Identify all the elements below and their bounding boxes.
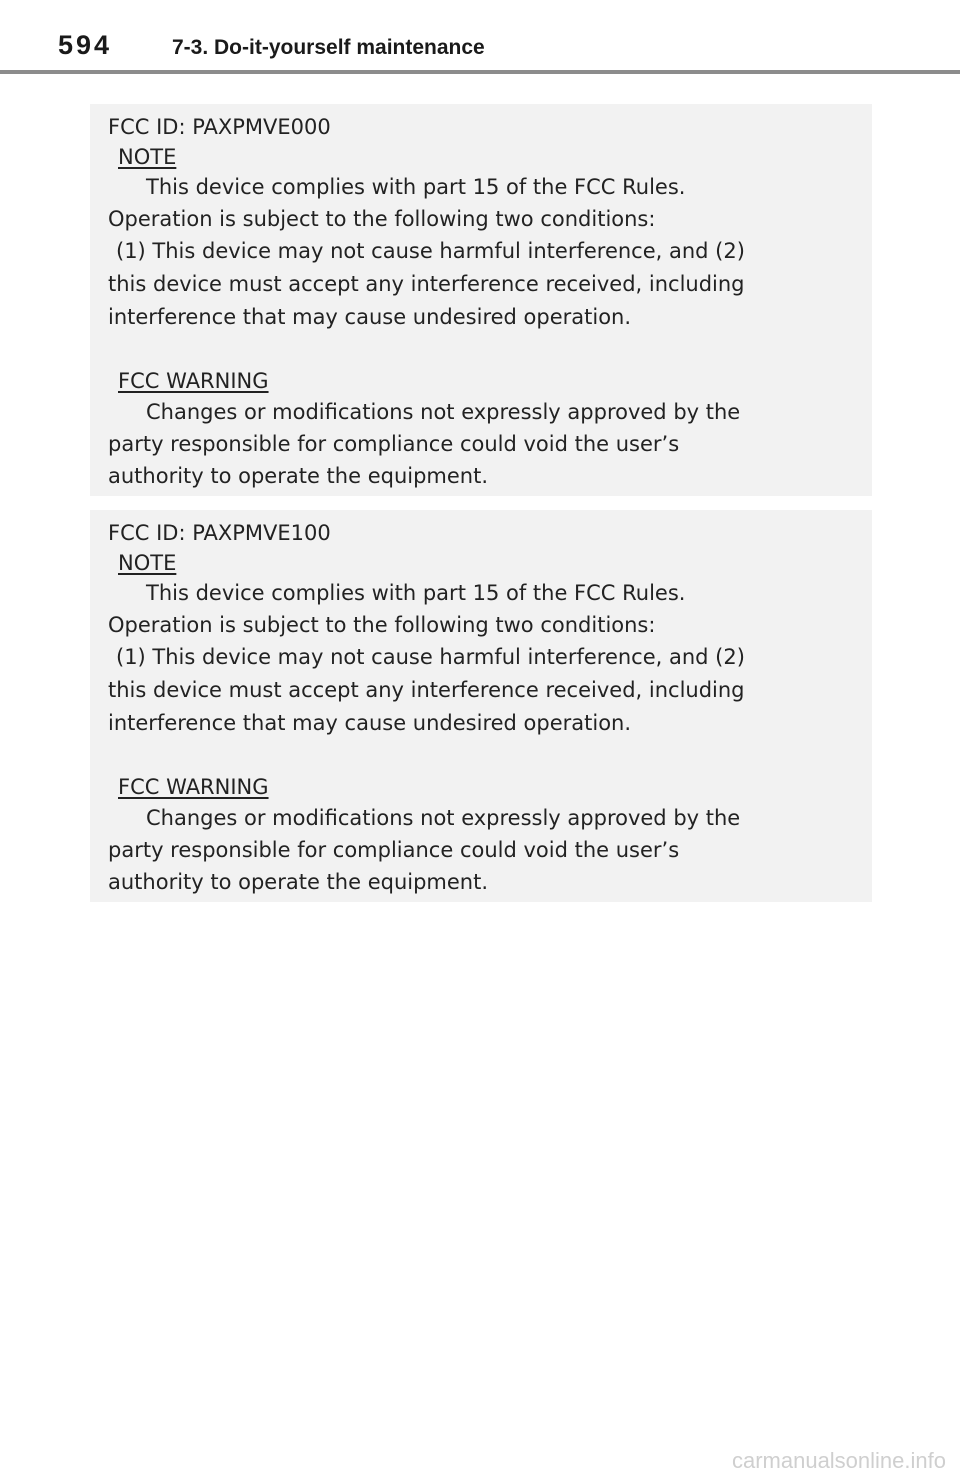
- warning-line: party responsible for compliance could void the user’s: [108, 838, 680, 862]
- note-line: This device complies with part 15 of the FCC Rules.: [146, 581, 686, 605]
- warning-line: authority to operate the equipment.: [108, 870, 489, 894]
- note-heading: NOTE: [118, 145, 177, 169]
- warning-heading: FCC WARNING: [118, 369, 269, 393]
- note-line: interference that may cause undesired operation.: [108, 711, 632, 735]
- fcc-notice-block-2: [90, 510, 872, 902]
- note-line: interference that may cause undesired operation.: [108, 305, 632, 329]
- warning-line: authority to operate the equipment.: [108, 464, 489, 488]
- section-title: 7-3. Do-it-yourself maintenance: [172, 36, 485, 59]
- fcc-id: FCC ID: PAXPMVE100: [108, 521, 331, 545]
- note-heading: NOTE: [118, 551, 177, 575]
- warning-heading: FCC WARNING: [118, 775, 269, 799]
- page-number: 594: [58, 30, 113, 60]
- note-line: Operation is subject to the following two conditions:: [108, 207, 656, 231]
- page-header: [0, 0, 960, 76]
- warning-line: Changes or modifications not expressly approved by the: [146, 806, 741, 830]
- note-line: this device must accept any interference received, including: [108, 678, 745, 702]
- header-divider: [0, 70, 960, 74]
- note-line: this device must accept any interference received, including: [108, 272, 745, 296]
- note-line: (1) This device may not cause harmful interference, and (2): [116, 239, 745, 263]
- fcc-id: FCC ID: PAXPMVE000: [108, 115, 331, 139]
- fcc-notice-block-1: [90, 104, 872, 496]
- warning-line: party responsible for compliance could void the user’s: [108, 432, 680, 456]
- warning-line: Changes or modifications not expressly approved by the: [146, 400, 741, 424]
- note-line: Operation is subject to the following two conditions:: [108, 613, 656, 637]
- note-line: (1) This device may not cause harmful interference, and (2): [116, 645, 745, 669]
- watermark: carmanualsonline.info: [731, 1448, 946, 1473]
- note-line: This device complies with part 15 of the FCC Rules.: [146, 175, 686, 199]
